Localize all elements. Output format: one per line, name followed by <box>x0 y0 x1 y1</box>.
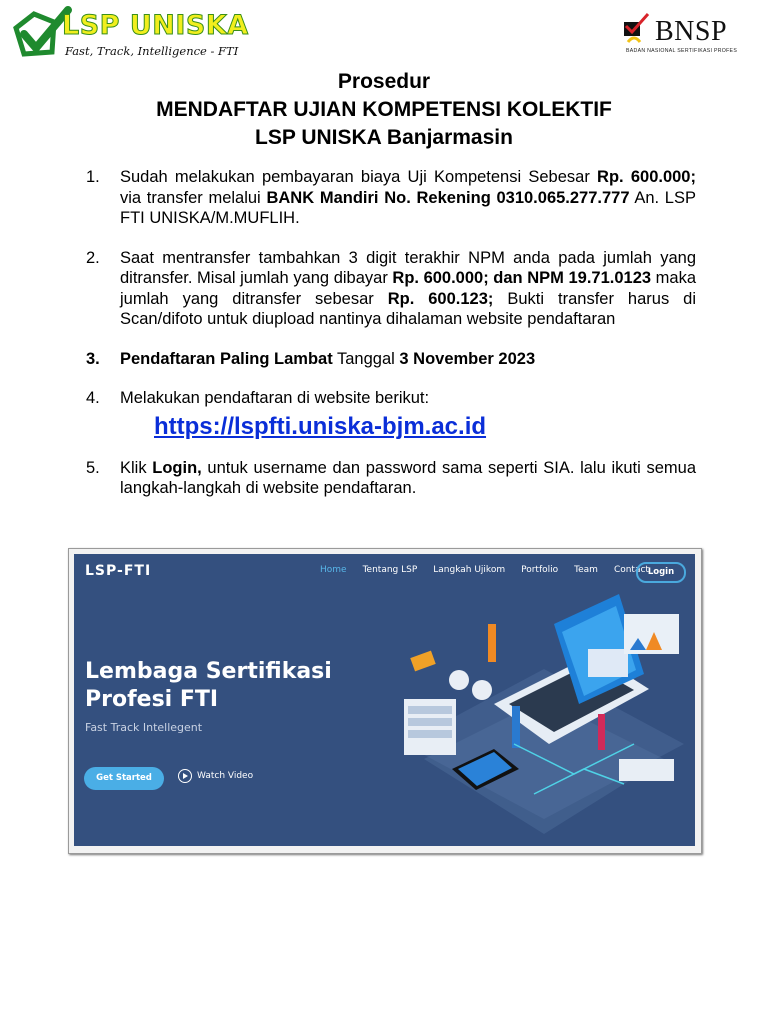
registration-website-link[interactable]: https://lspfti.uniska-bjm.ac.id <box>154 412 487 440</box>
isometric-tech-illustration <box>384 594 695 846</box>
get-started-button: Get Started <box>84 767 164 790</box>
nav-langkah-ujikom: Langkah Ujikom <box>433 565 506 575</box>
step-3: 3. Pendaftaran Paling Lambat Tanggal 3 November 2023 <box>86 349 536 368</box>
lsp-uniska-logo <box>10 6 250 62</box>
login-button: Login <box>636 562 686 583</box>
bnsp-mark-icon <box>622 12 652 48</box>
step-1: 1. Sudah melakukan pembayaran biaya Uji Kompetensi Sebesar Rp. 600.000; via transfer melalui BANK Mandiri No. Rekening 0310.065.277.777 An. LSP FTI UNISKA/M.MUFLIH. <box>86 168 696 227</box>
hero-subtitle: Fast Track Intellegent <box>85 721 203 734</box>
procedure-steps <box>86 167 696 518</box>
bnsp-subtitle: BADAN NASIONAL SERTIFIKASI PROFES <box>626 48 738 54</box>
step-5: 5. Klik Login, untuk username dan password sama seperti SIA. lalu ikuti semua langkah-langkah di website pendaftaran. <box>86 458 696 497</box>
nav-home: Home <box>320 565 347 575</box>
title-line-1: Prosedur <box>337 70 431 93</box>
nav-contact: Contact <box>613 565 649 575</box>
logo-brand: LSP UNISKA <box>62 10 249 41</box>
step-4: 4. Melakukan pendaftaran di website berikut: https://lspfti.uniska-bjm.ac.id <box>86 389 487 440</box>
nav-tentang-lsp: Tentang LSP <box>362 565 418 575</box>
nav-portfolio: Portfolio <box>521 565 559 575</box>
hero-title: Lembaga Sertifikasi Profesi FTI <box>85 659 332 712</box>
nav-team: Team <box>574 565 598 575</box>
title-line-3: LSP UNISKA Banjarmasin <box>255 126 513 149</box>
hero-section <box>74 554 695 846</box>
site-logo: LSP-FTI <box>85 563 152 579</box>
site-nav <box>320 565 649 575</box>
watch-video-button: Watch Video <box>178 769 253 783</box>
logo-tagline: Fast, Track, Intelligence - FTI <box>65 44 239 58</box>
website-screenshot <box>68 548 702 854</box>
bnsp-logo <box>620 10 768 58</box>
bnsp-brand: BNSP <box>655 16 728 47</box>
play-icon <box>178 769 192 783</box>
step-2: 2. Saat mentransfer tambahkan 3 digit terakhir NPM anda pada jumlah yang ditransfer. Misal jumlah yang dibayar Rp. 600.000; dan NPM 19.71.0123 maka jumlah yang ditransfer sebesar Rp. 600.123; Bukti transfer harus di Scan/difoto untuk diupload nantinya dihalaman website pendaftaran <box>86 248 696 328</box>
document-title <box>0 68 768 152</box>
title-line-2: MENDAFTAR UJIAN KOMPETENSI KOLEKTIF <box>156 98 612 121</box>
